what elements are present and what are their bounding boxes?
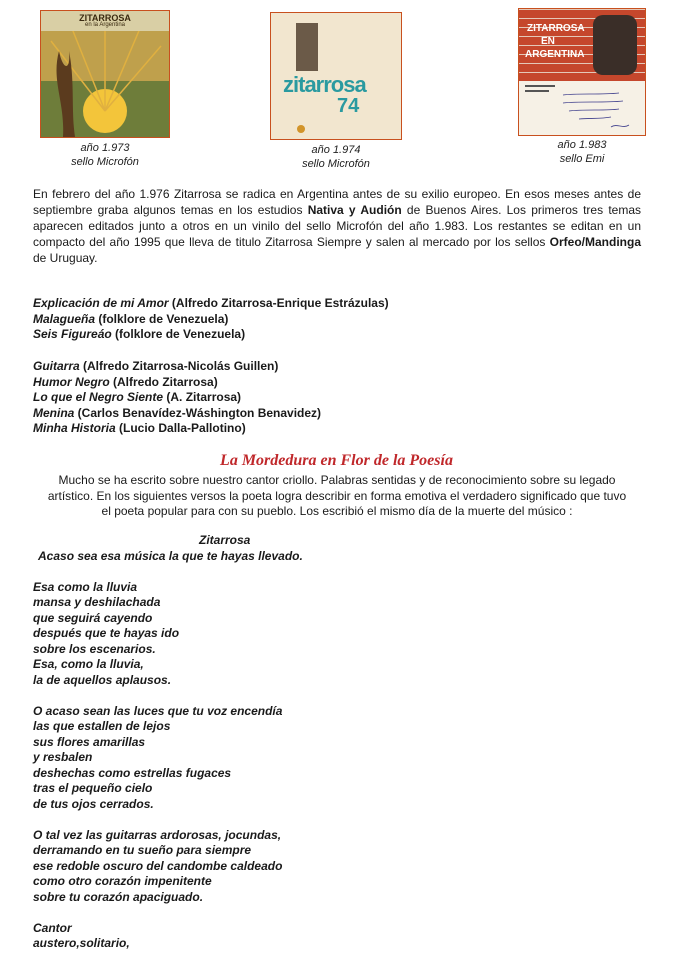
intro-paragraph: Mucho se ha escrito sobre nuestro cantor criollo. Palabras sentidas y de reconocimiento sobre su legado artístico. En los siguientes versos la poeta logra describir en forma emotiva el verdadero significado que tuvo el poeta popular para con su pueblo. Los escribió el mismo día de la muerte del músico : [47, 473, 627, 518]
song-item [33, 327, 389, 343]
poem-line: de tus ojos cerrados. [33, 796, 154, 811]
poem-line: Esa como la lluvia [33, 579, 138, 594]
poem-line: la de aquellos aplausos. [33, 672, 172, 687]
album-cover-1 [40, 10, 170, 138]
song-item [33, 390, 321, 406]
song-item [33, 421, 321, 437]
album-label: sello Microfón [302, 158, 370, 170]
poem-line: Esa, como la lluvia, [33, 657, 144, 671]
song-title: Lo que el Negro Siente [33, 390, 164, 404]
poem-line: que seguirá cayendo [33, 610, 153, 625]
song-credit: (folklore de Venezuela) [111, 327, 246, 341]
poem-line: sus flores amarillas [33, 734, 146, 749]
song-title: Humor Negro [33, 374, 110, 389]
poem-line: deshechas como estrellas fugaces [33, 765, 232, 780]
album-1 [38, 10, 172, 169]
label-logo-icon [297, 125, 305, 133]
song-credit: (Lucio Dalla-Pallotino) [115, 421, 246, 435]
song-title: Menina [33, 405, 75, 420]
cover-title: zitarrosa [283, 72, 366, 97]
portrait-photo [593, 15, 637, 75]
paragraph-text: de Buenos Aires. Los primeros tres temas aparecen editados junto a otros en un vinilo del sello Microfón del año 1.983. Los restantes se editan en un compacto del año 1995 que lleva de titulo Zitarrosa Siempre y salen al mercado por los sellos [33, 203, 641, 249]
poem-line: sobre los escenarios. [33, 641, 156, 656]
song-credit: (Alfredo Zitarrosa-Nicolás Guillen) [79, 359, 279, 373]
song-credit: (folklore de Venezuela) [95, 311, 229, 326]
poem-line: sobre tu corazón apaciguado. [33, 889, 204, 904]
poem-line: después que te hayas ido [33, 626, 180, 640]
album-3 [515, 8, 649, 166]
cover-number: 74 [337, 95, 360, 117]
song-item [33, 406, 321, 422]
stanza-gap [33, 564, 303, 580]
song-item [33, 296, 389, 312]
album-label: sello Emi [559, 153, 605, 165]
poem-line: como otro corazón impenitente [33, 874, 212, 888]
song-item [33, 312, 389, 328]
album-year: año 1.973 [80, 142, 130, 154]
song-item [33, 375, 321, 391]
poem-line: Cantor [33, 920, 72, 935]
cover-subtitle: en la Argentina [84, 22, 126, 28]
song-list-b [33, 359, 321, 437]
cover-subtitle: EN [541, 36, 555, 47]
history-paragraph [33, 186, 641, 266]
song-credit: (Alfredo Zitarrosa) [109, 374, 218, 389]
poem-line: O acaso sean las luces que tu voz encendía [33, 703, 283, 718]
album-year: año 1.983 [557, 139, 607, 151]
stanza-gap [33, 905, 303, 921]
album-cover-3 [518, 8, 646, 136]
studios-name: Nativa y Audión [307, 203, 402, 217]
portrait-photo [296, 23, 318, 71]
album-2 [266, 12, 406, 171]
sunrise-artwork [41, 11, 169, 137]
handwriting-artwork [519, 81, 645, 135]
song-title: Guitarra [33, 359, 80, 373]
song-title: Malagueña [33, 311, 96, 326]
stanza-gap [33, 688, 303, 704]
song-list-a [33, 296, 389, 343]
poem-line: O tal vez las guitarras ardorosas, jocundas, [33, 827, 282, 842]
album-year: año 1.974 [311, 144, 361, 156]
section-title: La Mordedura en Flor de la Poesía [220, 452, 453, 469]
poem-line: tras el pequeño cielo [33, 781, 153, 795]
poem [33, 533, 303, 952]
poem-line: y resbalen [33, 750, 93, 764]
album-label: sello Microfón [71, 156, 139, 168]
poem-title: Zitarrosa [199, 533, 251, 547]
song-credit: (A. Zitarrosa) [163, 390, 242, 404]
song-title: Explicación de mi Amor [33, 296, 169, 310]
song-title: Minha Historia [33, 421, 116, 435]
poem-line: ese redoble oscuro del candombe caldeado [33, 858, 283, 873]
cover-subtitle: ARGENTINA [525, 49, 585, 60]
song-credit: (Carlos Benavídez-Wáshington Benavidez) [74, 405, 322, 420]
song-credit: (Alfredo Zitarrosa-Enrique Estrázulas) [168, 296, 389, 310]
cover-title: ZITARROSA [527, 23, 585, 34]
poem-line: austero,solitario, [33, 936, 130, 950]
cover-title: ZITARROSA [79, 13, 131, 23]
poem-line: mansa y deshilachada [33, 595, 161, 609]
record-labels: Orfeo/Mandinga [549, 235, 641, 249]
poem-line: las que estallen de lejos [33, 719, 171, 733]
song-title: Seis Figureáo [33, 327, 112, 341]
song-item [33, 359, 321, 375]
poem-line: Acaso sea esa música la que te hayas llevado. [38, 548, 303, 563]
stanza-gap [33, 812, 303, 828]
poem-line: derramando en tu sueño para siempre [33, 843, 252, 857]
paragraph-text: de Uruguay. [33, 251, 98, 265]
album-cover-2 [270, 12, 402, 140]
paragraph-text: En febrero del año 1.976 Zitarrosa se radica en Argentina antes de su exilio europeo. En esos meses antes de septiembre graba algunos temas en los estudios [33, 187, 641, 217]
